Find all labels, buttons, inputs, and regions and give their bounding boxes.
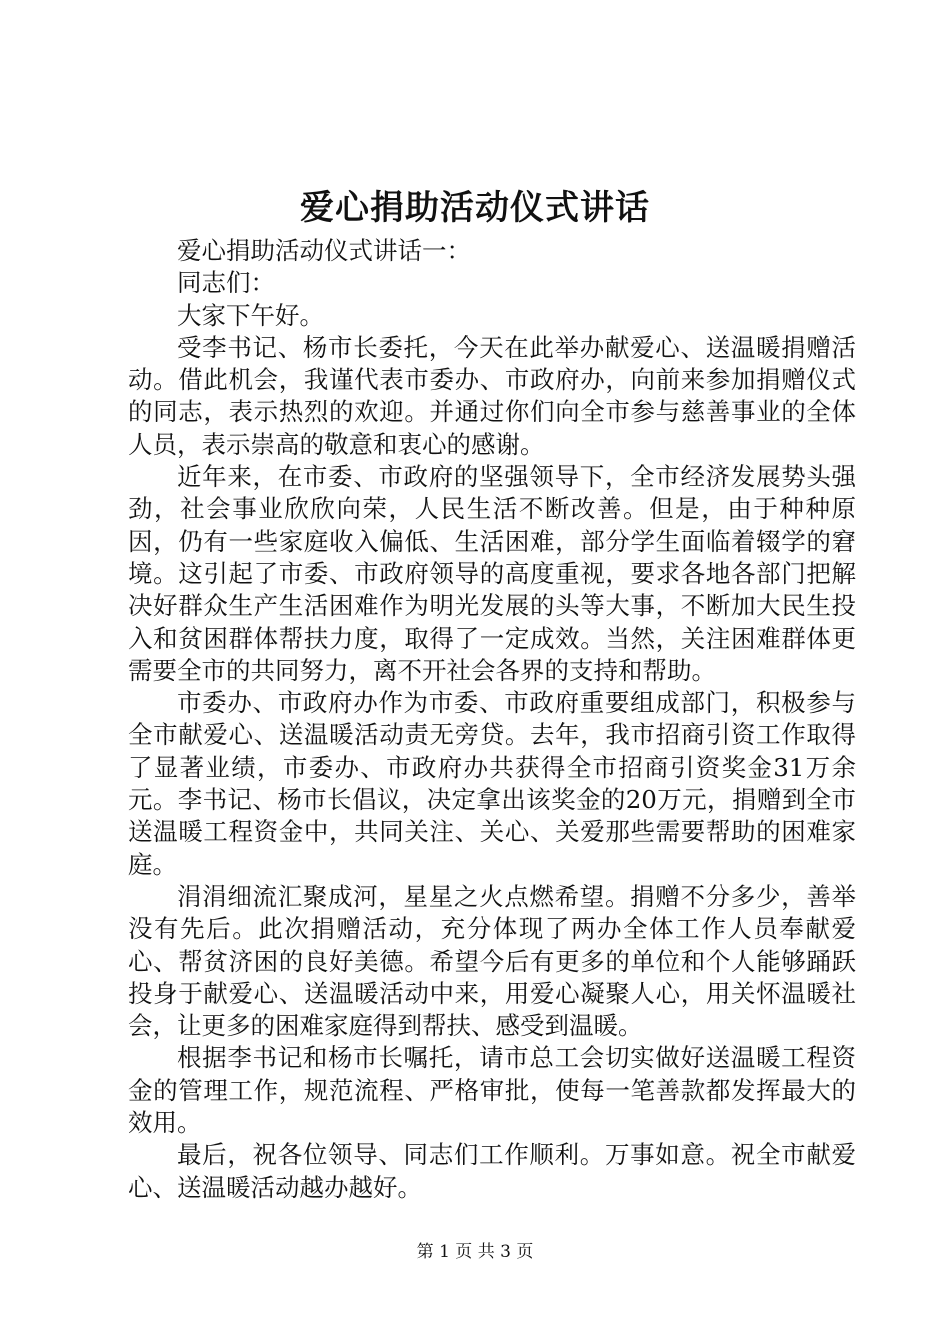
document-body	[128, 235, 856, 1204]
paragraph-salutation: 同志们：	[177, 268, 275, 298]
paragraph-heading: 爱心捐助活动仪式讲话一：	[177, 236, 471, 265]
paragraph-greeting: 大家下午好。	[177, 300, 324, 330]
paragraph: 市委办、市政府办作为市委、市政府重要组成部门，积极参与全市献爱心、送温暖活动责无旁贷。去年，我市招商引资工作取得了显著业绩，市委办、市政府办共获得全市招商引资奖金31万余元。李书记、杨市长倡议，决定拿出该奖金的20万元，捐赠到全市送温暖工程资金中，共同关注、关心、关爱那些需要帮助的困难家庭。	[128, 688, 856, 879]
document-title: 爱心捐助活动仪式讲话	[300, 188, 650, 228]
paragraph-closing: 最后，祝各位领导、同志们工作顺利。万事如意。祝全市献爱心、送温暖活动越办越好。	[128, 1140, 856, 1202]
paragraph: 近年来，在市委、市政府的坚强领导下，全市经济发展势头强劲，社会事业欣欣向荣，人民生活不断改善。但是，由于种种原因，仍有一些家庭收入偏低、生活困难，部分学生面临着辍学的窘境。这引起了市委、市政府领导的高度重视，要求各地各部门把解决好群众生产生活困难作为明光发展的头等大事，不断加大民生投入和贫困群体帮扶力度，取得了一定成效。当然，关注困难群体更需要全市的共同努力，离不开社会各界的支持和帮助。	[128, 462, 856, 685]
paragraph: 受李书记、杨市长委托，今天在此举办献爱心、送温暖捐赠活动。借此机会，我谨代表市委办、市政府办，向前来参加捐赠仪式的同志，表示热烈的欢迎。并通过你们向全市参与慈善事业的全体人员，表示崇高的敬意和衷心的感谢。	[128, 332, 856, 459]
paragraph: 涓涓细流汇聚成河，星星之火点燃希望。捐赠不分多少，善举没有先后。此次捐赠活动，充分体现了两办全体工作人员奉献爱心、帮贫济困的良好美德。希望今后有更多的单位和个人能够踊跃投身于献爱心、送温暖活动中来，用爱心凝聚人心，用关怀温暖社会，让更多的困难家庭得到帮扶、感受到温暖。	[128, 881, 856, 1041]
page-number-footer: 第 1 页 共 3 页	[416, 1242, 534, 1262]
paragraph: 根据李书记和杨市长嘱托，请市总工会切实做好送温暖工程资金的管理工作，规范流程、严格审批，使每一笔善款都发挥最大的效用。	[128, 1043, 856, 1138]
